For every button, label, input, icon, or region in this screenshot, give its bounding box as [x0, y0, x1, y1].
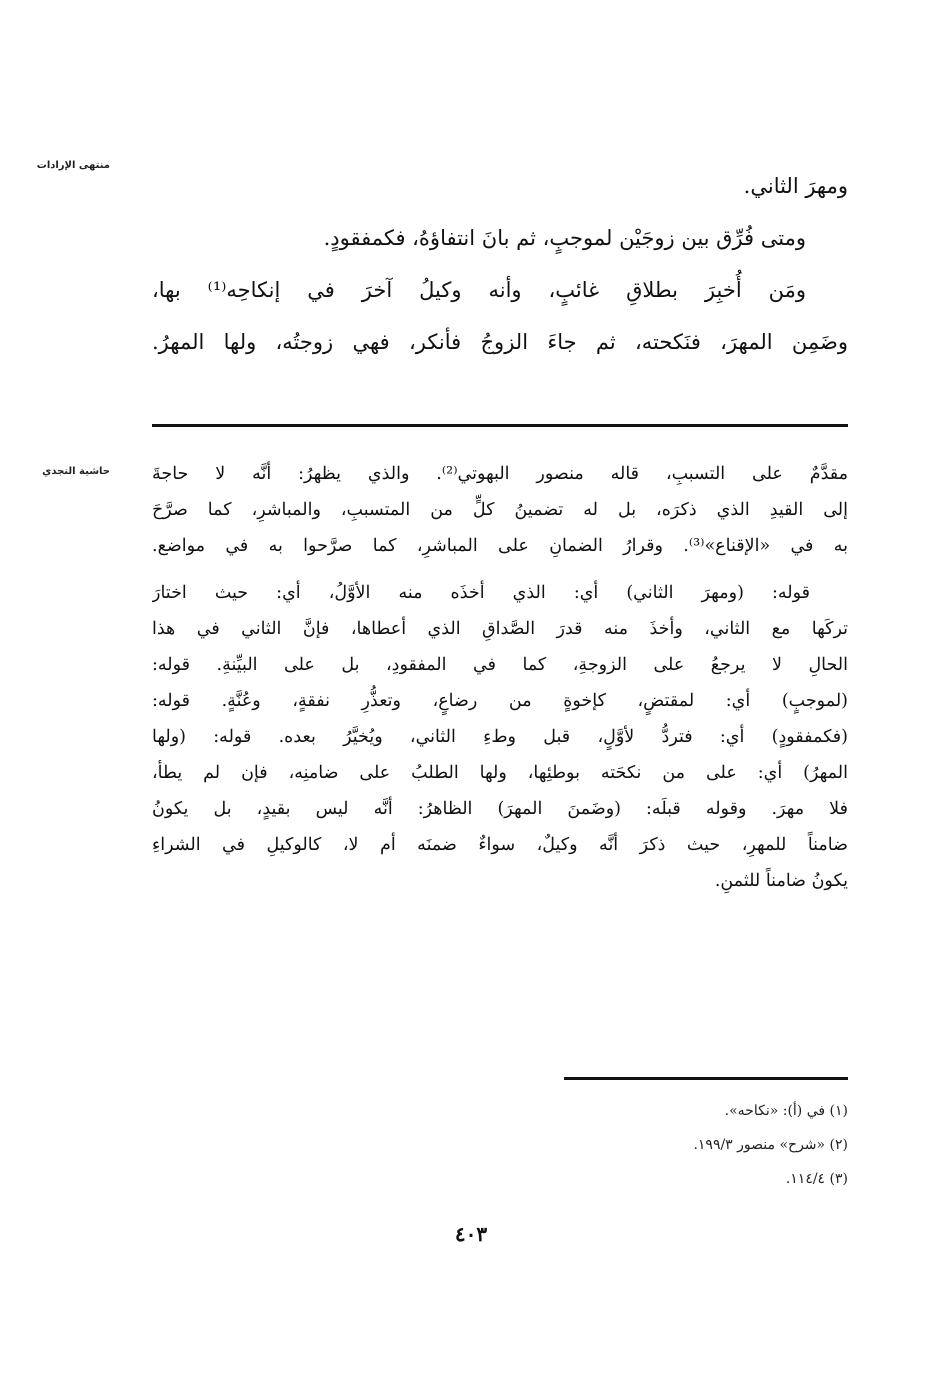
- commentary-line: المهرُ) أي: على من نكحَته بوطئِها، ولها الطلبُ على ضامنِه، فإن لم يطأ،: [152, 763, 848, 783]
- commentary-line: إلى القيدِ الذي ذكرَه، بل له تضمينُ كلٍّ من المتسببِ، والمباشرِ، كما صرَّحَ: [152, 500, 848, 520]
- commentary-line: به في «الإقناع»⁽³⁾. وقرارُ الضمانِ على المباشرِ، كما صرَّحوا به في مواضع.: [152, 536, 848, 556]
- commentary-line: (فكمفقودٍ) أي: فتردُّ لأوَّلٍ، قبل وطءِ الثاني، ويُخيَّرُ بعده. قوله: (ولها: [152, 727, 848, 747]
- commentary-line: ضامناً للمهرِ، حيث ذكرَ أنَّه وكيلٌ، سواءٌ ضمنَه أم لا، كالوكيلِ في الشراءِ: [152, 835, 848, 855]
- commentary-line: يكونُ ضامناً للثمنِ.: [714, 871, 848, 891]
- commentary-line: قوله: (ومهرَ الثاني) أي: الذي أخذَه منه الأوَّلُ، أي: حيث اختارَ: [152, 583, 810, 603]
- footnote: (٣) ١١٤/٤.: [785, 1171, 848, 1187]
- footnote: (١) في (أ): «نكاحه».: [724, 1103, 848, 1119]
- commentary-block: [152, 456, 848, 899]
- commentary-line: (لموجبٍ) أي: لمقتضٍ، كإخوةٍ من رضاعٍ، وتعذُّرِ نفقةٍ، وعُنَّةٍ. قوله:: [152, 691, 848, 711]
- page-number: ٤٠٣: [454, 1222, 488, 1246]
- margin-label-book-title: منتهى الإرادات: [36, 160, 110, 171]
- main-text-line: ومَن أُخبِرَ بطلاقِ غائبٍ، وأنه وكيلُ آخرَ في إنكاحِه⁽¹⁾ بها،: [152, 278, 806, 302]
- footnote-divider: [564, 1077, 848, 1080]
- section-divider: [152, 424, 848, 427]
- footnotes-block: [152, 1094, 848, 1196]
- margin-label-commentary: حاشية النجدي: [42, 466, 110, 477]
- commentary-line: الحالِ لا يرجعُ على الزوجةِ، كما في المفقودِ، بل على البيِّنةِ. قوله:: [152, 655, 848, 675]
- footnote: (٢) «شرح» منصور ١٩٩/٣.: [693, 1137, 848, 1153]
- main-text-line: ومهرَ الثاني.: [743, 174, 848, 198]
- commentary-line: مقدَّمٌ على التسببِ، قاله منصور البهوتي⁽²⁾. والذي يظهرُ: أنَّه لا حاجةَ: [152, 464, 848, 484]
- main-text-block: [152, 160, 848, 368]
- main-text-line: وضَمِن المهرَ، فنَكحته، ثم جاءَ الزوجُ فأنكر، فهي زوجتُه، ولها المهرُ.: [152, 330, 848, 354]
- main-text-line: ومتى فُرِّق بين زوجَيْن لموجبٍ، ثم بانَ انتفاؤهُ، فكمفقودٍ.: [323, 226, 806, 250]
- commentary-line: فلا مهرَ. وقوله قبلَه: (وضَمنَ المهرَ) الظاهرُ: أنَّه ليس بقيدٍ، بل يكونُ: [152, 799, 848, 819]
- commentary-line: تركَها مع الثاني، وأخذَ منه قدرَ الصَّداقِ الذي أعطاها، فإنَّ الثاني في هذا: [152, 619, 848, 639]
